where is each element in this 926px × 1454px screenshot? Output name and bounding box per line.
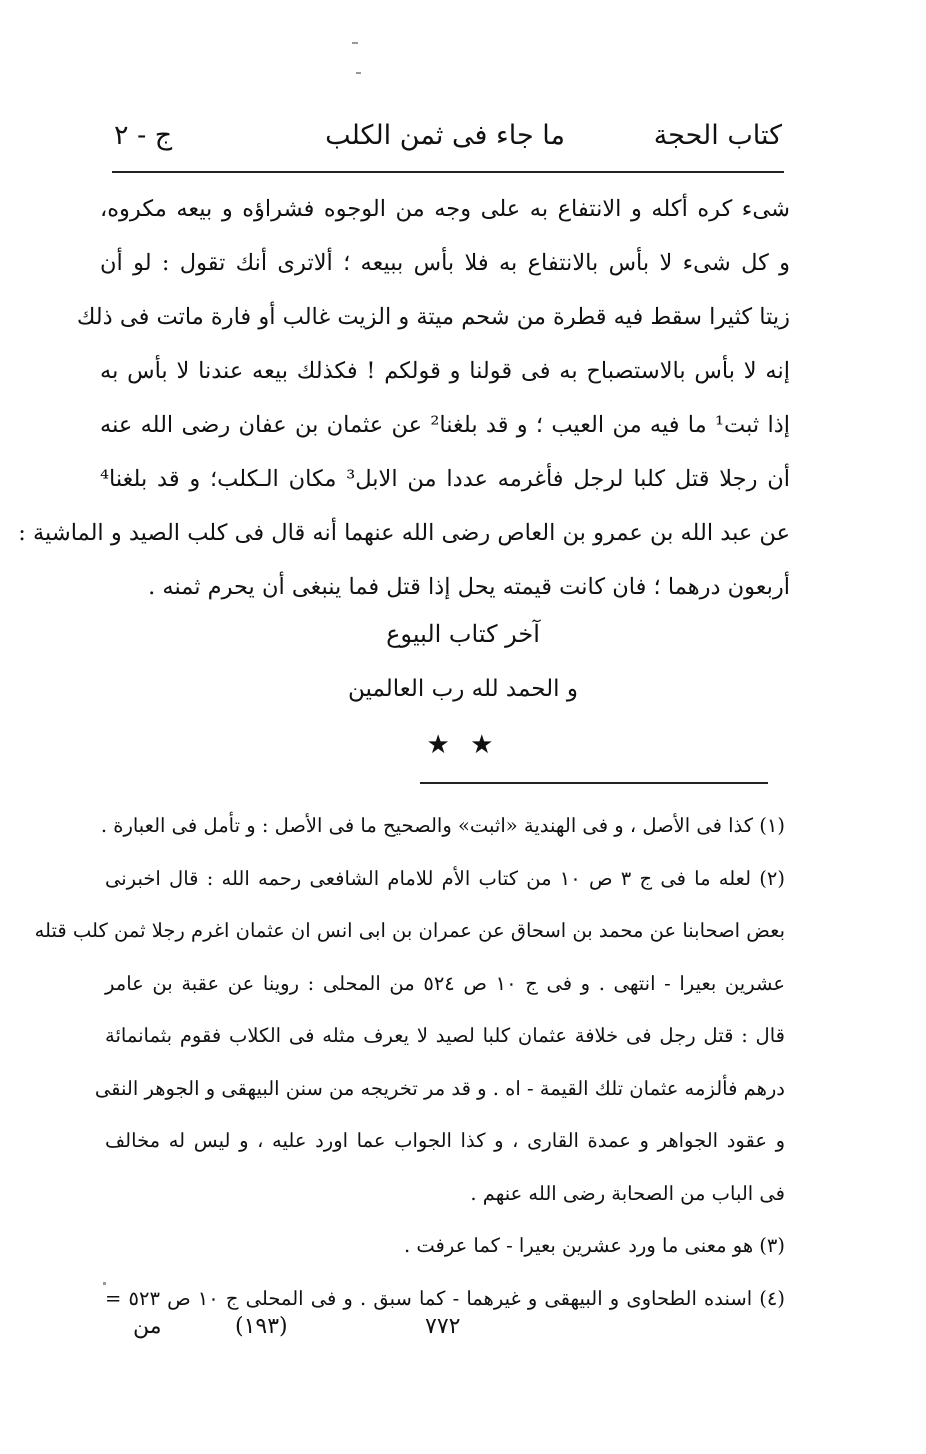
text-line: و كل شىء لا بأس بالانتفاع به فلا بأس ببيعه ؛ ألاترى أنك تقول : لو أن bbox=[100, 250, 790, 276]
footnote-line: بعض اصحابنا عن محمد بن اسحاق عن عمران بن ابى انس ان عثمان اغرم رجلا ثمن كلب قتله bbox=[34, 919, 785, 942]
running-header bbox=[108, 120, 782, 164]
footnote-line: (٢) لعله ما فى ج ٣ ص ١٠ من كتاب الأم للامام الشافعى رحمه الله : قال اخبرنى bbox=[105, 866, 785, 890]
footnote-line: (٤) اسنده الطحاوى و البيهقى و غيرهما - كما سبق . و فى المحلى ج ١٠ ص ٥٢٣ = bbox=[105, 1286, 785, 1310]
page-footer bbox=[0, 1314, 926, 1350]
header-book-title: كتاب الحجة bbox=[653, 120, 782, 151]
closing-doxology: و الحمد لله رب العالمين bbox=[348, 676, 578, 702]
text-line: إنه لا بأس بالاستصباح به فى قولنا و قولكم ! فكذلك بيعه عندنا لا بأس به bbox=[100, 358, 790, 384]
scan-speck bbox=[356, 72, 361, 74]
star-ornament: ★ ★ bbox=[426, 730, 500, 760]
header-volume: ج - ٢ bbox=[114, 120, 173, 151]
scan-speck bbox=[352, 42, 358, 44]
footnote-line: عشرين بعيرا - انتهى . و فى ج ١٠ ص ٥٢٤ من المحلى : روينا عن عقبة بن عامر bbox=[105, 971, 785, 995]
text-line: زيتا كثيرا سقط فيه قطرة من شحم ميتة و الزيت غالب أو فارة ماتت فى ذلك bbox=[76, 304, 790, 330]
text-line: أن رجلا قتل كلبا لرجل فأغرمه عددا من الابل³ مكان الـكلب؛ و قد بلغنا⁴ bbox=[100, 466, 790, 492]
text-line: شىء كره أكله و الانتفاع به على وجه من الوجوه فشراؤه و بيعه مكروه، bbox=[100, 196, 790, 222]
text-line: أربعون درهما ؛ فان كانت قيمته يحل إذا قتل فما ينبغى أن يحرم ثمنه . bbox=[148, 574, 790, 600]
header-chapter-title: ما جاء فى ثمن الكلب bbox=[325, 120, 565, 151]
footnote-line: (٣) هو معنى ما ورد عشرين بعيرا - كما عرفت . bbox=[403, 1234, 785, 1257]
text-line: إذا ثبت¹ ما فيه من العيب ؛ و قد بلغنا² عن عثمان بن عفان رضى الله عنه bbox=[100, 412, 790, 438]
footnote-line: فى الباب من الصحابة رضى الله عنهم . bbox=[470, 1181, 785, 1205]
footnote-line: و عقود الجواهر و عمدة القارى ، و كذا الجواب عما اورد عليه ، و ليس له مخالف bbox=[105, 1129, 785, 1152]
signature-mark: (١٩٣) bbox=[235, 1314, 288, 1339]
header-rule bbox=[112, 171, 784, 173]
footnote-line: (١) كذا فى الأصل ، و فى الهندية «اثبت» والصحيح ما فى الأصل : و تأمل فى العبارة . bbox=[100, 814, 785, 837]
text-line: عن عبد الله بن عمرو بن العاص رضى الله عنهما أنه قال فى كلب الصيد و الماشية : bbox=[18, 520, 790, 546]
footnote-line: قال : قتل رجل فى خلافة عثمان كلبا لصيد لا يعرف مثله فى الكلاب فقوم بثمانمائة bbox=[105, 1024, 785, 1047]
scan-speck bbox=[103, 1282, 106, 1285]
end-of-book-title: آخر كتاب البيوع bbox=[386, 620, 540, 648]
footnote-line: درهم فألزمه عثمان تلك القيمة - اه . و قد مر تخريجه من سنن البيهقى و الجوهر النقى bbox=[94, 1076, 785, 1100]
catchword: من bbox=[133, 1314, 162, 1339]
footnote-rule bbox=[420, 782, 768, 784]
main-text bbox=[18, 182, 790, 614]
page-number: ٧٧٢ bbox=[425, 1314, 461, 1339]
footnotes bbox=[34, 800, 785, 1325]
